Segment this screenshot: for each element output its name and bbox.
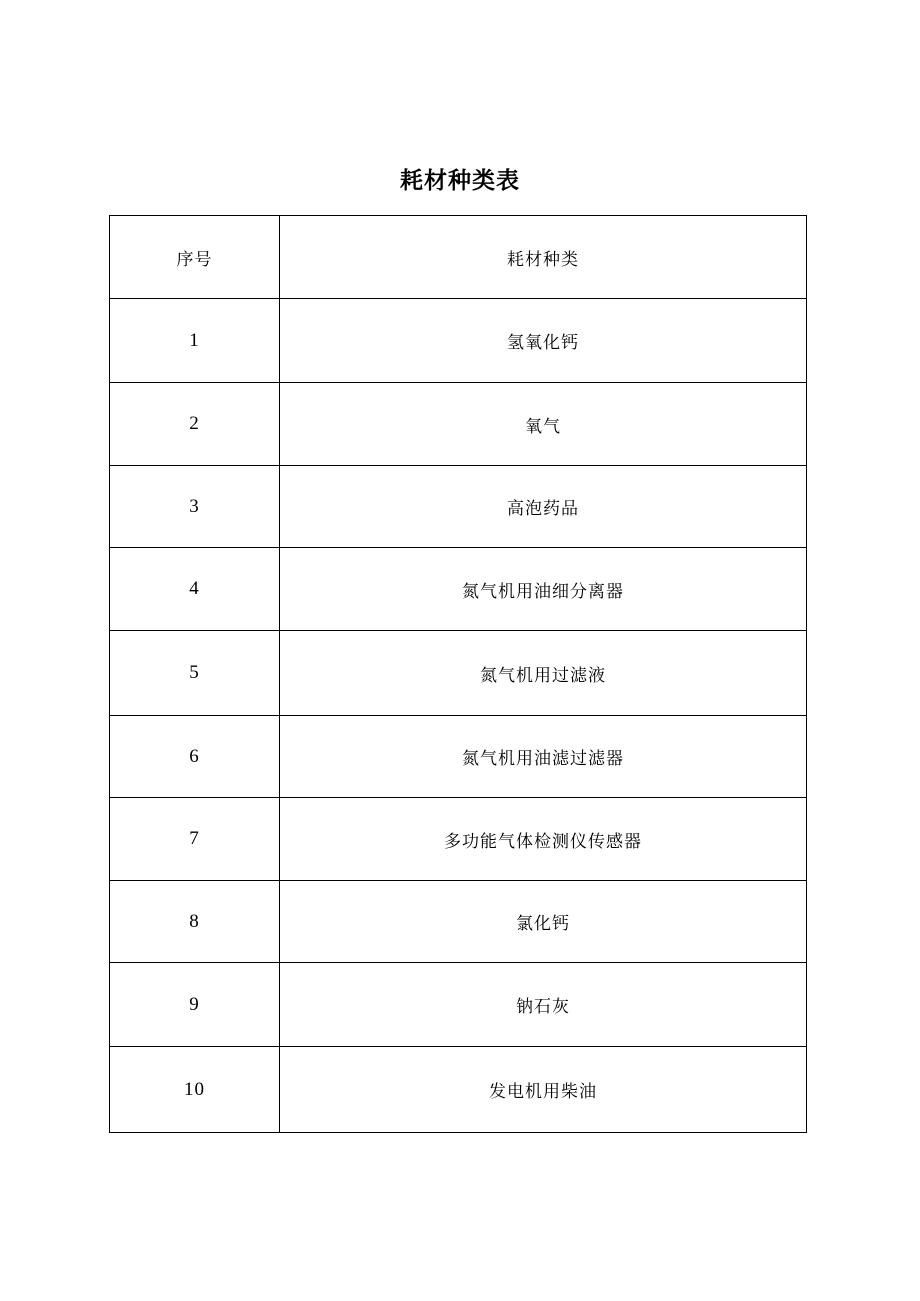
table-row [110,299,807,383]
row-name: 多功能气体检测仪传感器 [280,798,807,881]
row-name: 氮气机用油滤过滤器 [280,716,807,798]
row-no: 5 [110,631,280,716]
row-no: 9 [110,963,280,1047]
row-no: 10 [110,1047,280,1133]
row-no: 8 [110,881,280,963]
table-row [110,798,807,881]
consumables-table [109,215,807,1133]
table-row [110,466,807,548]
table-row [110,383,807,466]
row-name: 钠石灰 [280,963,807,1047]
table-header-row [110,216,807,299]
row-no: 3 [110,466,280,548]
row-name: 氮气机用油细分离器 [280,548,807,631]
row-name: 氮气机用过滤液 [280,631,807,716]
row-name: 氧气 [280,383,807,466]
header-name: 耗材种类 [280,216,807,299]
row-name: 氢氧化钙 [280,299,807,383]
table-row [110,1047,807,1133]
row-name: 发电机用柴油 [280,1047,807,1133]
table-row [110,716,807,798]
table-row [110,631,807,716]
row-name: 高泡药品 [280,466,807,548]
row-no: 6 [110,716,280,798]
table-row [110,881,807,963]
row-no: 7 [110,798,280,881]
row-name: 氯化钙 [280,881,807,963]
header-no: 序号 [110,216,280,299]
table-row [110,963,807,1047]
page-title: 耗材种类表 [400,168,520,194]
row-no: 4 [110,548,280,631]
row-no: 2 [110,383,280,466]
row-no: 1 [110,299,280,383]
table-row [110,548,807,631]
